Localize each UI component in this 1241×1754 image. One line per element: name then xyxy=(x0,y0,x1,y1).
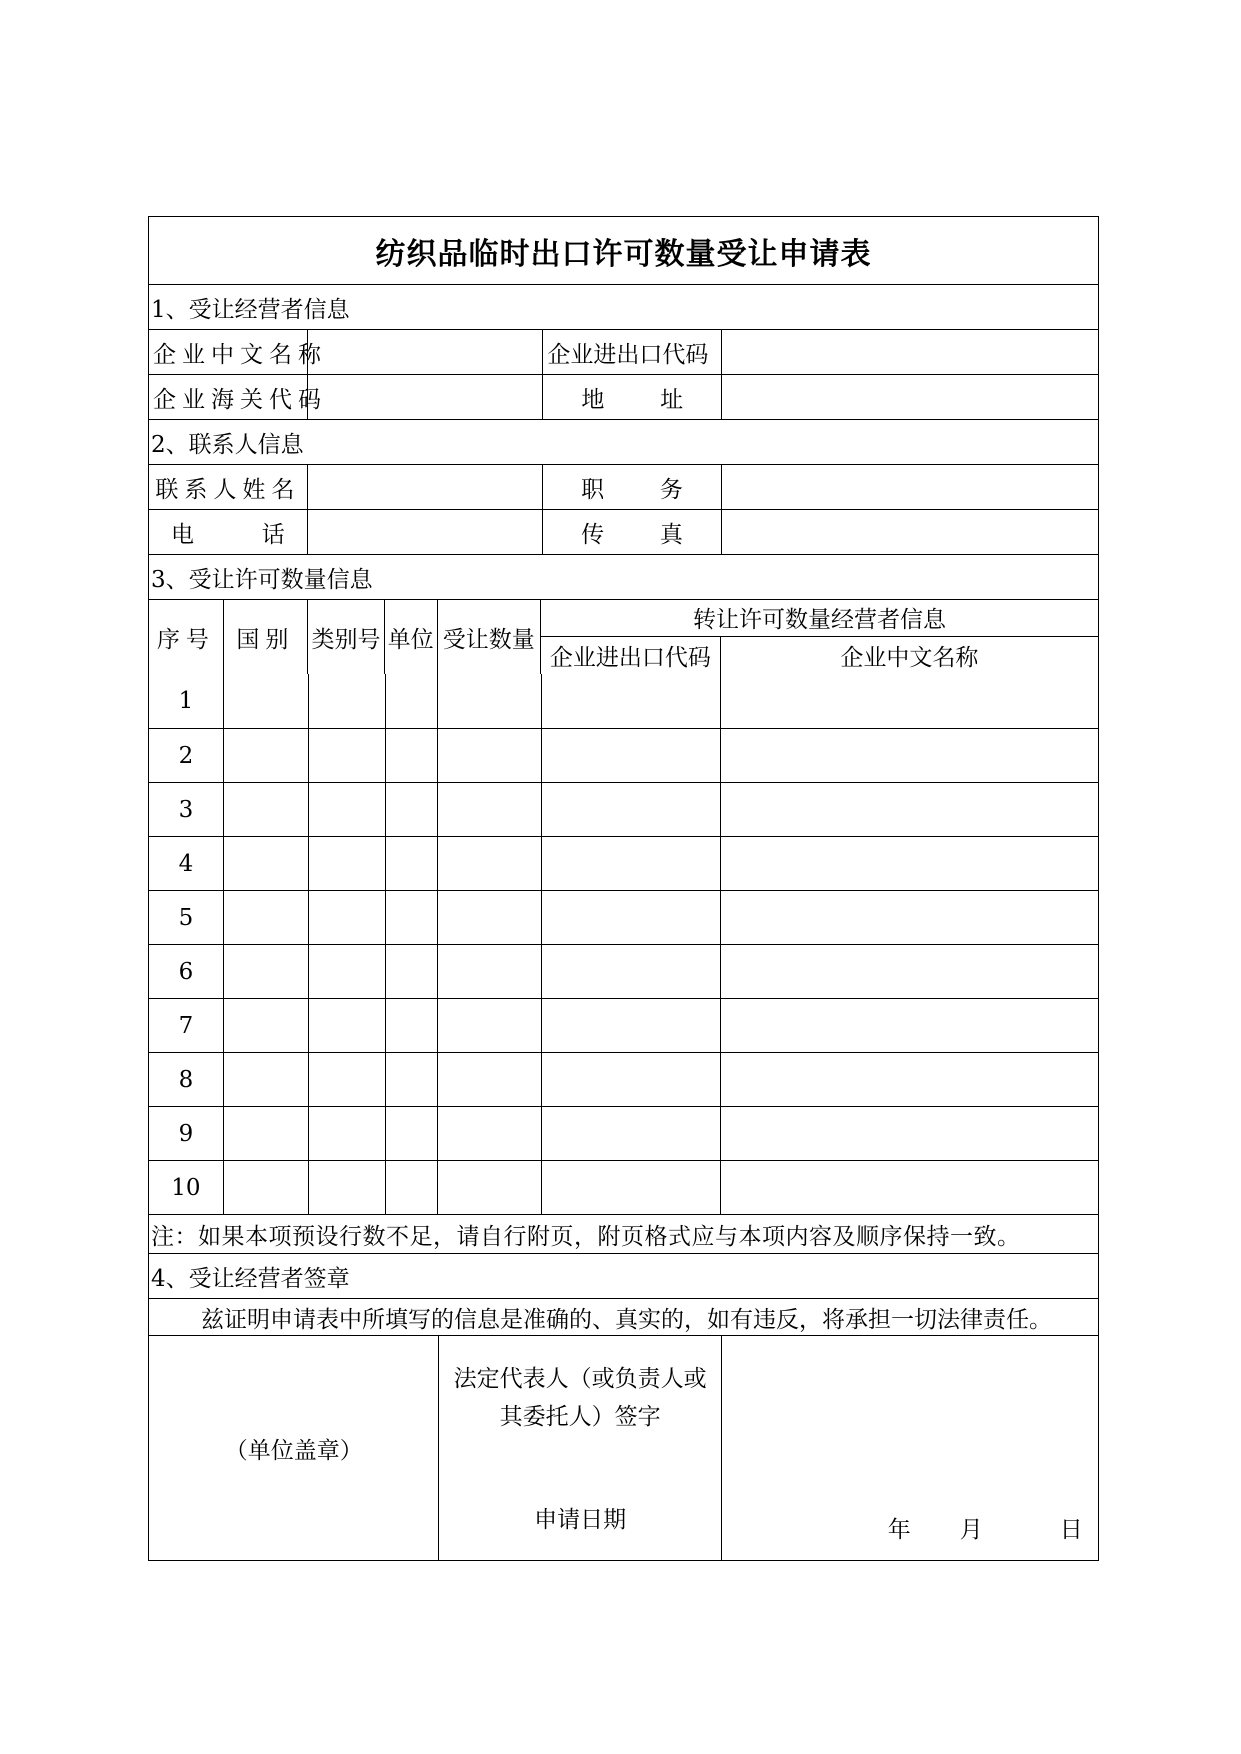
row-number: 7 xyxy=(178,1012,194,1039)
year-label: 年 xyxy=(887,1517,911,1543)
category-cell[interactable] xyxy=(308,729,385,782)
row-number: 3 xyxy=(178,796,194,823)
position-label xyxy=(542,465,721,509)
company-name-label: 企业中文名称 xyxy=(153,341,327,368)
application-form xyxy=(148,216,1099,1561)
country-cell[interactable] xyxy=(223,729,308,782)
phone-field[interactable] xyxy=(307,510,542,554)
address-label-b: 址 xyxy=(660,386,684,413)
country-cell[interactable] xyxy=(223,999,308,1052)
unit-cell[interactable] xyxy=(385,674,438,728)
row-number: 4 xyxy=(178,850,194,877)
col-ie-code: 企业进出口代码 xyxy=(549,644,711,671)
section3-heading: 3、受让许可数量信息 xyxy=(149,554,1098,599)
quantity-cell[interactable] xyxy=(437,1161,541,1214)
country-cell[interactable] xyxy=(223,1107,308,1160)
quantity-cell[interactable] xyxy=(437,945,541,998)
declaration: 兹证明申请表中所填写的信息是准确的、真实的，如有违反，将承担一切法律责任。 xyxy=(149,1298,1098,1335)
phone-label-b: 话 xyxy=(261,521,285,548)
signature-row xyxy=(149,1335,1098,1560)
category-cell[interactable] xyxy=(308,891,385,944)
quota-table-header xyxy=(149,599,1098,674)
address-label xyxy=(542,375,721,419)
address-field[interactable] xyxy=(721,375,1098,419)
company-name-cell[interactable] xyxy=(720,891,1098,944)
country-cell[interactable] xyxy=(223,945,308,998)
fax-label xyxy=(542,510,721,554)
row-number: 2 xyxy=(178,742,194,769)
col-quantity: 受让数量 xyxy=(437,600,540,674)
company-name-cell[interactable] xyxy=(720,837,1098,890)
table-row xyxy=(149,1106,1098,1160)
row-number: 6 xyxy=(178,958,194,985)
quantity-cell[interactable] xyxy=(437,1053,541,1106)
country-cell[interactable] xyxy=(223,783,308,836)
col-seq: 序号 xyxy=(156,626,215,653)
unit-cell[interactable] xyxy=(385,783,438,836)
ie-code-cell[interactable] xyxy=(541,1107,720,1160)
signature-date-area[interactable] xyxy=(721,1336,1098,1560)
table-row xyxy=(149,944,1098,998)
contact-name-label: 联系人姓名 xyxy=(155,476,301,503)
category-cell[interactable] xyxy=(308,674,385,728)
table-row xyxy=(149,728,1098,782)
month-label: 月 xyxy=(959,1517,983,1543)
company-name-cell[interactable] xyxy=(720,945,1098,998)
unit-cell[interactable] xyxy=(385,945,438,998)
ie-code-label: 企业进出口代码 xyxy=(542,330,721,374)
country-cell[interactable] xyxy=(223,1053,308,1106)
col-unit: 单位 xyxy=(384,600,437,674)
ie-code-cell[interactable] xyxy=(541,674,720,728)
section1-heading: 1、受让经营者信息 xyxy=(149,284,1098,329)
table-row xyxy=(149,1052,1098,1106)
company-name-field[interactable] xyxy=(307,330,542,374)
row-number: 10 xyxy=(171,1174,201,1201)
fax-field[interactable] xyxy=(721,510,1098,554)
representative-label: 法定代表人（或负责人或其委托人）签字 xyxy=(453,1366,707,1430)
unit-cell[interactable] xyxy=(385,1053,438,1106)
customs-code-label: 企业海关代码 xyxy=(153,386,327,413)
table-row xyxy=(149,782,1098,836)
phone-label-a: 电 xyxy=(171,521,194,548)
day-label: 日 xyxy=(1059,1517,1083,1543)
col-category: 类别号 xyxy=(307,600,384,674)
category-cell[interactable] xyxy=(308,999,385,1052)
category-cell[interactable] xyxy=(308,837,385,890)
unit-cell[interactable] xyxy=(385,1107,438,1160)
ie-code-cell[interactable] xyxy=(541,999,720,1052)
table-note: 注：如果本项预设行数不足，请自行附页，附页格式应与本项内容及顺序保持一致。 xyxy=(149,1214,1098,1253)
table-row xyxy=(149,890,1098,944)
ie-code-cell[interactable] xyxy=(541,729,720,782)
category-cell[interactable] xyxy=(308,1107,385,1160)
unit-cell[interactable] xyxy=(385,837,438,890)
col-transferor-group: 转让许可数量经营者信息 xyxy=(541,600,1098,637)
form-title: 纺织品临时出口许可数量受让申请表 xyxy=(375,236,872,272)
company-name-cell[interactable] xyxy=(720,999,1098,1052)
address-label-a: 地 xyxy=(581,386,605,413)
quantity-cell[interactable] xyxy=(437,1107,541,1160)
contact-name-field[interactable] xyxy=(307,465,542,509)
quantity-cell[interactable] xyxy=(437,891,541,944)
position-label-b: 务 xyxy=(659,476,683,503)
phone-label xyxy=(149,510,307,554)
company-name-cell[interactable] xyxy=(720,783,1098,836)
ie-code-cell[interactable] xyxy=(541,891,720,944)
company-name-cell[interactable] xyxy=(720,729,1098,782)
ie-code-field[interactable] xyxy=(721,330,1098,374)
unit-cell[interactable] xyxy=(385,891,438,944)
col-company-name: 企业中文名称 xyxy=(720,637,1098,674)
table-row xyxy=(149,674,1098,728)
company-name-cell[interactable] xyxy=(720,1107,1098,1160)
quantity-cell[interactable] xyxy=(437,729,541,782)
country-cell[interactable] xyxy=(223,1161,308,1214)
country-cell[interactable] xyxy=(223,891,308,944)
country-cell[interactable] xyxy=(223,674,308,728)
table-row xyxy=(149,836,1098,890)
seal-area[interactable] xyxy=(149,1336,438,1560)
col-country: 国别 xyxy=(223,600,308,674)
ie-code-cell[interactable] xyxy=(541,1053,720,1106)
unit-cell[interactable] xyxy=(385,999,438,1052)
unit-cell[interactable] xyxy=(385,1161,438,1214)
quantity-cell[interactable] xyxy=(437,783,541,836)
category-cell[interactable] xyxy=(308,783,385,836)
transferor-group-header xyxy=(540,600,1098,674)
ie-code-cell[interactable] xyxy=(541,1161,720,1214)
ie-code-cell[interactable] xyxy=(541,837,720,890)
category-cell[interactable] xyxy=(308,1053,385,1106)
company-name-cell[interactable] xyxy=(720,1161,1098,1214)
representative-cell xyxy=(438,1336,720,1560)
company-name-cell[interactable] xyxy=(720,674,1098,728)
company-name-cell[interactable] xyxy=(720,1053,1098,1106)
position-field[interactable] xyxy=(721,465,1098,509)
company-name-row xyxy=(149,329,1098,374)
row-number: 9 xyxy=(178,1120,194,1147)
customs-code-field[interactable] xyxy=(307,375,542,419)
row-number: 5 xyxy=(178,904,194,931)
date-label: 申请日期 xyxy=(534,1507,627,1533)
row-number: 1 xyxy=(178,688,194,714)
contact-row xyxy=(149,464,1098,509)
quota-table-body xyxy=(149,674,1098,1214)
phone-row xyxy=(149,509,1098,554)
section2-heading: 2、联系人信息 xyxy=(149,419,1098,464)
unit-cell[interactable] xyxy=(385,729,438,782)
quantity-cell[interactable] xyxy=(437,999,541,1052)
quantity-cell[interactable] xyxy=(437,837,541,890)
fax-label-b: 真 xyxy=(659,521,683,548)
category-cell[interactable] xyxy=(308,1161,385,1214)
position-label-a: 职 xyxy=(581,476,605,503)
category-cell[interactable] xyxy=(308,945,385,998)
quantity-cell[interactable] xyxy=(437,674,541,728)
table-row xyxy=(149,1160,1098,1214)
row-number: 8 xyxy=(178,1066,194,1093)
fax-label-a: 传 xyxy=(581,521,605,548)
ie-code-cell[interactable] xyxy=(541,945,720,998)
section4-heading: 4、受让经营者签章 xyxy=(149,1253,1098,1298)
country-cell[interactable] xyxy=(223,837,308,890)
table-row xyxy=(149,998,1098,1052)
seal-label: （单位盖章） xyxy=(224,1437,363,1464)
customs-row xyxy=(149,374,1098,419)
ie-code-cell[interactable] xyxy=(541,783,720,836)
